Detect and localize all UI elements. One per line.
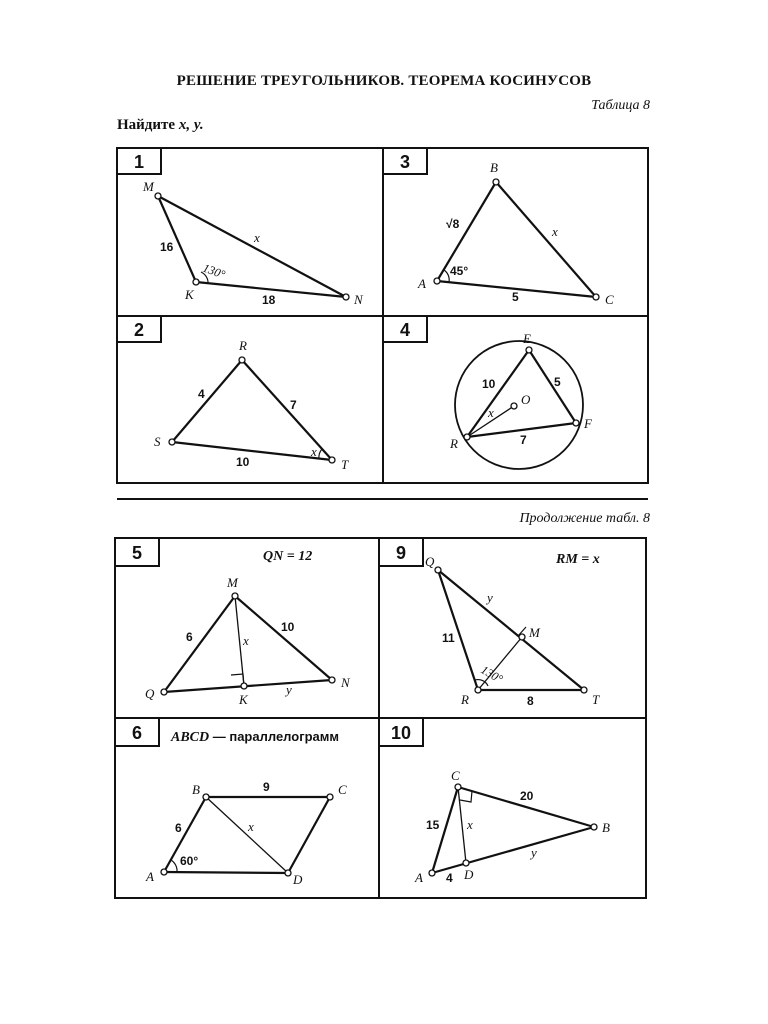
p1-label-N: N [354,292,363,307]
p10-point-B [591,824,597,830]
p3-angle-label: 45° [450,264,469,278]
p2-side-7: 7 [290,398,297,412]
p6-point-C [327,794,333,800]
p10-point-C [455,784,461,790]
p5-label-N: N [341,675,350,690]
table-label: Таблица 8 [591,98,650,113]
p6-angle-label: 60° [180,854,199,868]
p6-condition-name: ABCD [171,730,210,745]
p1-point-K [193,279,199,285]
p2-angle-arc [319,449,322,459]
problem-number-5: 5 [131,543,143,563]
p2-point-S [169,439,175,445]
p4-label-F: F [584,416,592,431]
figure-4 [449,331,593,469]
p10-side-AB [432,827,594,873]
p1-angle-label: 130° [200,260,228,282]
p5-point-Q [161,689,167,695]
p5-side-QN [164,680,332,692]
p10-label-A: A [415,870,423,885]
p4-side-5: 5 [554,375,561,389]
p4-point-E [526,347,532,353]
problem-number-3: 3 [399,152,411,172]
p2-label-T: T [341,457,349,472]
problem-number-6: 6 [131,723,143,743]
p6-point-D [285,870,291,876]
p3-angle-arc [444,270,449,282]
p2-side-RS [172,360,242,442]
p4-point-R [464,434,470,440]
p4-radius-x: x [488,405,494,420]
task-prefix: Найдите [117,117,179,133]
p10-point-D [463,860,469,866]
p3-point-A [434,278,440,284]
p4-label-R: R [450,436,458,451]
p3-point-B [493,179,499,185]
p5-height-x: x [243,633,249,648]
continuation-label: Продолжение табл. 8 [519,511,650,526]
p6-label-C: C [338,782,347,797]
p3-side-sqrt8: √8 [446,217,460,231]
p1-label-M: M [143,179,154,194]
figure-1 [142,179,364,307]
p6-condition [170,729,339,745]
p2-label-R: R [239,338,247,353]
p5-side-MN [235,596,332,680]
p9-label-R: R [461,692,469,707]
p6-label-B: B [192,782,200,797]
p10-right-angle-mark [460,791,472,802]
figure-5 [145,549,351,707]
p1-point-M [155,193,161,199]
p6-point-B [203,794,209,800]
p9-label-M: M [529,625,540,640]
p4-side-10: 10 [482,377,496,391]
p9-point-M [519,634,525,640]
p4-point-O [511,403,517,409]
p4-point-F [573,420,579,426]
p3-label-C: C [605,292,614,307]
p9-side-8: 8 [527,694,534,708]
p9-label-Q: Q [425,554,435,569]
p5-label-Q: Q [145,686,155,701]
p2-label-S: S [154,434,161,449]
p9-side-y: y [487,590,493,605]
p1-side-18: 18 [262,293,276,307]
p10-label-B: B [602,820,610,835]
problem-number-9: 9 [395,543,407,563]
p5-condition: QN = 12 [263,549,313,564]
p10-point-A [429,870,435,876]
p5-point-K [241,683,247,689]
p10-side-20: 20 [520,789,534,803]
problem-number-1: 1 [133,152,145,172]
figure-9 [425,552,600,708]
p4-side-7: 7 [520,433,527,447]
p1-point-N [343,294,349,300]
p6-side-CD [288,797,330,873]
p9-side-QR [438,570,478,690]
p1-side-MK [158,196,196,282]
p6-side-6: 6 [175,821,182,835]
p6-label-D: D [293,872,303,887]
p3-point-C [593,294,599,300]
p6-point-A [161,869,167,875]
p10-label-C: C [451,768,460,783]
p10-side-y: y [531,845,537,860]
p2-side-RT [242,360,332,460]
p9-point-T [581,687,587,693]
page-title: РЕШЕНИЕ ТРЕУГОЛЬНИКОВ. ТЕОРЕМА КОСИНУСОВ [176,73,592,89]
problem-number-4: 4 [399,320,411,340]
p5-label-M: M [227,575,238,590]
p4-label-E: E [523,331,531,346]
p5-label-K: K [239,692,248,707]
p3-side-BC [496,182,596,297]
p2-side-4: 4 [198,387,205,401]
p2-side-ST [172,442,332,460]
p9-point-Q [435,567,441,573]
p2-point-R [239,357,245,363]
p4-label-O: O [521,392,531,407]
p5-side-10: 10 [281,620,295,634]
p1-side-MN [158,196,346,297]
figure-2 [154,338,349,472]
figure-10 [414,768,610,885]
p9-condition: RM = x [556,552,600,567]
p2-side-10: 10 [236,455,250,469]
p1-side-x: x [254,230,260,245]
figure-6 [145,729,347,887]
p5-side-y: y [286,682,292,697]
p5-side-6: 6 [186,630,193,644]
p6-condition-text: — параллелограмм [209,729,340,744]
p3-label-A: A [418,276,426,291]
p5-point-N [329,677,335,683]
problem-number-10: 10 [390,723,412,743]
p6-angle-arc [171,860,177,872]
p10-height-CD [458,787,466,863]
p9-point-R [475,687,481,693]
p10-height-x: x [467,817,473,832]
p1-side-16: 16 [160,240,174,254]
p10-side-4: 4 [446,871,453,885]
p6-diagonal-x: x [248,819,254,834]
p2-angle-x: x [311,444,317,459]
p4-side-EF [529,350,576,423]
p5-point-M [232,593,238,599]
p2-point-T [329,457,335,463]
p6-label-A: A [146,869,154,884]
p10-side-15: 15 [426,818,440,832]
p9-angle-label: 130° [478,662,506,687]
p1-label-K: K [185,287,194,302]
p9-label-T: T [592,692,600,707]
p3-side-x: x [552,224,558,239]
p6-side-9: 9 [263,780,270,794]
p6-diagonal-BD [206,797,288,873]
task-variables: x, y. [178,117,204,133]
p10-label-D: D [464,867,474,882]
figure-3 [417,160,614,307]
p5-side-MQ [164,596,235,692]
p3-side-5: 5 [512,290,519,304]
p6-side-AD [164,872,288,873]
p3-label-B: B [490,160,498,175]
p4-side-ER [467,350,529,437]
p9-side-11: 11 [442,631,455,645]
problem-number-2: 2 [133,320,145,340]
